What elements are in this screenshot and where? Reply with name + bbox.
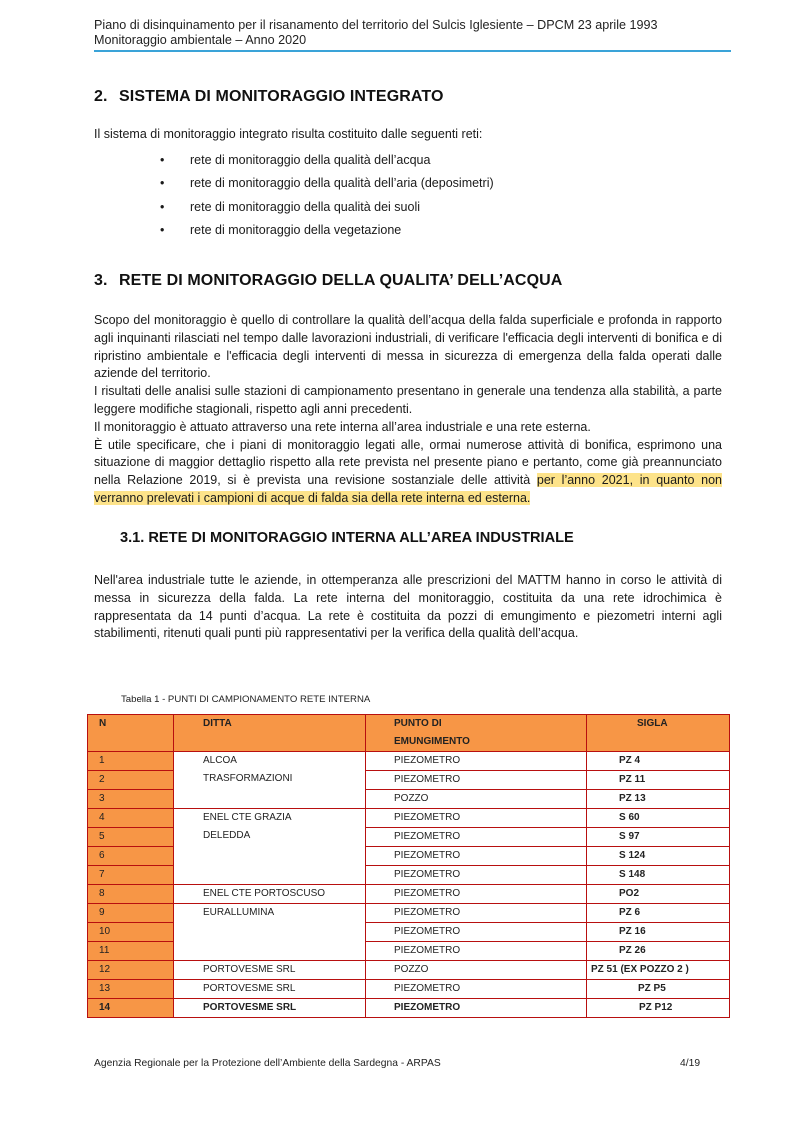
network-list xyxy=(160,149,494,242)
highlighted-text: per l’anno 2021, in quanto non verranno prelevati i campioni di acque di falda sia della rete interna ed esterna. xyxy=(94,473,723,505)
header-rule xyxy=(94,50,731,52)
list-item: • rete di monitoraggio della qualità dell’aria (deposimetri) xyxy=(160,172,494,195)
paragraph: Il monitoraggio è attuato attraverso una rete interna all’area industriale e una rete esterna. xyxy=(94,419,591,434)
paragraph: Scopo del monitoraggio è quello di controllare la qualità dell’acqua della falda superficiale e profonda in rapporto agli inquinanti rilasciati nel tempo dalle lavorazioni industriali, di verificare l'efficacia degli interventi di bonifica e di ripristino ambientale e l'efficacia degli interventi di messa in sicurezza di emergenza della falda operati dalle aziende del territorio. xyxy=(94,313,722,381)
section-2-heading xyxy=(94,88,444,106)
column-header-sigla: SIGLA xyxy=(587,715,730,752)
list-item: • rete di monitoraggio della qualità dell’acqua xyxy=(160,149,494,172)
column-header-ditta: DITTA xyxy=(174,715,366,752)
bullet-icon: • xyxy=(160,199,165,214)
column-header-n: N xyxy=(88,715,174,752)
page-header xyxy=(94,18,731,48)
table-row: 14 PORTOVESME SRL PIEZOMETRO PZ P12 xyxy=(88,999,730,1018)
table-row: 1 ALCOA TRASFORMAZIONI PIEZOMETRO PZ 4 xyxy=(88,752,730,771)
table-row: 7 PIEZOMETRO S 148 xyxy=(88,866,730,885)
list-item: • rete di monitoraggio della qualità dei suoli xyxy=(160,196,494,219)
table-row: 2 PIEZOMETRO PZ 11 xyxy=(88,771,730,790)
table-caption: Tabella 1 - PUNTI DI CAMPIONAMENTO RETE INTERNA xyxy=(121,694,371,705)
table-row: 9 EURALLUMINA PIEZOMETRO PZ 6 xyxy=(88,904,730,923)
table-row: 6 PIEZOMETRO S 124 xyxy=(88,847,730,866)
table-row: 11 PIEZOMETRO PZ 26 xyxy=(88,942,730,961)
column-header-punto: PUNTO DI EMUNGIMENTO xyxy=(366,715,587,752)
table-row: 13 PORTOVESME SRL PIEZOMETRO PZ P5 xyxy=(88,980,730,999)
paragraph: I risultati delle analisi sulle stazioni di campionamento presentano in generale una tendenza alla stabilità, a parte leggere modifiche stagionali, rispetto agli anni precedenti. xyxy=(94,384,722,416)
table-header-row xyxy=(88,715,730,752)
section-3-body xyxy=(94,312,722,508)
header-line-2: Monitoraggio ambientale – Anno 2020 xyxy=(94,33,307,47)
cell-ditta: EURALLUMINA xyxy=(174,904,366,961)
list-item: • rete di monitoraggio della vegetazione xyxy=(160,219,494,242)
table-row: 12 PORTOVESME SRL POZZO PZ 51 (EX POZZO 2 ) xyxy=(88,961,730,980)
cell-ditta: ENEL CTE GRAZIA DELEDDA xyxy=(174,809,366,885)
section-2-intro: Il sistema di monitoraggio integrato risulta costituito dalle seguenti reti: xyxy=(94,127,483,141)
bullet-icon: • xyxy=(160,153,165,167)
paragraph: È utile specificare, che i piani di monitoraggio legati alle, ormai numerose attività di bonifica, esprimono una situazione di maggior dettaglio rispetto alla rete prevista nel presente piano e pertanto, come già preannunciato nella Relazione 2019, si è prevista una revisione sostanziale delle attività per l’anno 2021, in quanto non verranno prelevati i campioni di acque di falda sia della rete interna ed esterna. xyxy=(94,437,723,505)
bullet-icon: • xyxy=(160,222,165,237)
table-row: 5 PIEZOMETRO S 97 xyxy=(88,828,730,847)
table-row: 3 POZZO PZ 13 xyxy=(88,790,730,809)
cell-ditta: ALCOA TRASFORMAZIONI xyxy=(174,752,366,809)
section-3-1-heading: 3.1. RETE DI MONITORAGGIO INTERNA ALL’AREA INDUSTRIALE xyxy=(120,530,574,546)
section-2-number: 2. xyxy=(94,88,108,105)
sampling-points-table xyxy=(87,714,730,1018)
footer-agency: Agenzia Regionale per la Protezione dell’Ambiente della Sardegna - ARPAS xyxy=(94,1058,441,1069)
section-2-title: SISTEMA DI MONITORAGGIO INTEGRATO xyxy=(119,88,444,105)
section-3-heading xyxy=(94,272,562,290)
section-3-1-body: Nell'area industriale tutte le aziende, in ottemperanza alle prescrizioni del MATTM hanno in corso le attività di messa in sicurezza della falda. La rete interna del monitoraggio, costituita da una rete idrochimica è rappresentata da 14 punti d’acqua. La rete è costituita da pozzi di emungimento e piezometri interni agli stabilimenti, ritenuti quali punti più rappresentativi per la verifica della qualità dell’acqua. xyxy=(94,573,722,641)
table-row: 4 ENEL CTE GRAZIA DELEDDA PIEZOMETRO S 60 xyxy=(88,809,730,828)
table-row: 10 PIEZOMETRO PZ 16 xyxy=(88,923,730,942)
header-line-1: Piano di disinquinamento per il risanamento del territorio del Sulcis Iglesiente – DPCM 23 aprile 1993 xyxy=(94,18,658,32)
section-3-title: RETE DI MONITORAGGIO DELLA QUALITA’ DELL’ACQUA xyxy=(119,272,563,289)
page-number: 4/19 xyxy=(680,1058,701,1069)
table-row: 8 ENEL CTE PORTOSCUSO PIEZOMETRO PO2 xyxy=(88,885,730,904)
section-3-number: 3. xyxy=(94,272,108,289)
bullet-icon: • xyxy=(160,176,165,191)
